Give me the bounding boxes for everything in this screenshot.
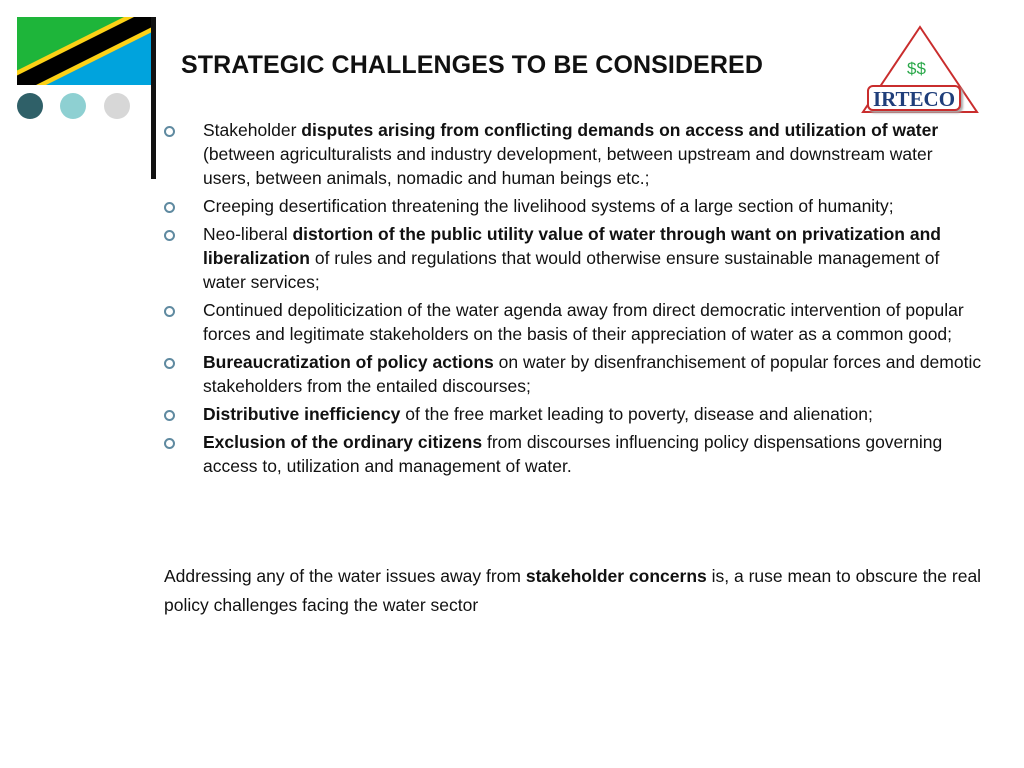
decorative-dot-light — [60, 93, 86, 119]
slide-title: STRATEGIC CHALLENGES TO BE CONSIDERED — [181, 51, 763, 79]
text-run: of rules and regulations that would otherwise ensure sustainable management of water services; — [203, 248, 940, 292]
tanzania-flag-icon — [17, 17, 153, 85]
list-item — [164, 430, 984, 478]
list-item — [164, 194, 984, 218]
list-item — [164, 350, 984, 398]
decorative-dot-dark — [17, 93, 43, 119]
text-run: (between agriculturalists and industry development, between upstream and downstream water users, between animals, nomadic and human beings etc.; — [203, 144, 933, 188]
bullet-circle-icon — [164, 438, 175, 449]
bold-text: disputes arising from conflicting demands on access and utilization of water — [301, 120, 939, 140]
bold-text: Exclusion of the ordinary citizens — [203, 432, 483, 452]
bullet-circle-icon — [164, 202, 175, 213]
text-run: is, a ruse mean to obscure the real policy challenges facing the water sector — [164, 566, 982, 615]
list-item — [164, 298, 984, 346]
bullet-circle-icon — [164, 306, 175, 317]
text-run: of the free market leading to poverty, disease and alienation; — [400, 404, 873, 424]
text-run: Stakeholder — [203, 120, 302, 140]
bullet-circle-icon — [164, 230, 175, 241]
bullet-circle-icon — [164, 358, 175, 369]
bold-text: stakeholder concerns — [525, 566, 707, 586]
text-run: Neo-liberal — [203, 224, 293, 244]
text-run: from discourses influencing policy dispensations governing access to, utilization and management of water. — [203, 432, 943, 476]
list-item — [164, 118, 984, 190]
text-run: Continued depoliticization of the water agenda away from direct democratic intervention of popular forces and legitimate stakeholders on the basis of their appreciation of water as a common good; — [203, 300, 964, 344]
bold-text: Bureaucratization of policy actions — [203, 352, 494, 372]
decorative-dot-grey — [104, 93, 130, 119]
list-item — [164, 402, 984, 426]
challenges-list — [164, 118, 984, 482]
bullet-circle-icon — [164, 126, 175, 137]
logo-wordmark: IRTECO — [867, 85, 961, 111]
text-run: Creeping desertification threatening the livelihood systems of a large section of humanity; — [203, 196, 894, 216]
list-item — [164, 222, 984, 294]
bold-text: distortion of the public utility value of water through want on privatization and liberalization — [203, 224, 941, 268]
bullet-circle-icon — [164, 410, 175, 421]
bold-text: Distributive inefficiency — [203, 404, 401, 424]
closing-paragraph — [164, 562, 984, 620]
text-run: Addressing any of the water issues away from — [164, 566, 526, 586]
text-run: on water by disenfranchisement of popular forces and demotic stakeholders from the entailed discourses; — [203, 352, 982, 396]
logo-dollar-sign: $$ — [907, 59, 926, 78]
flag-pole-divider — [151, 17, 156, 179]
